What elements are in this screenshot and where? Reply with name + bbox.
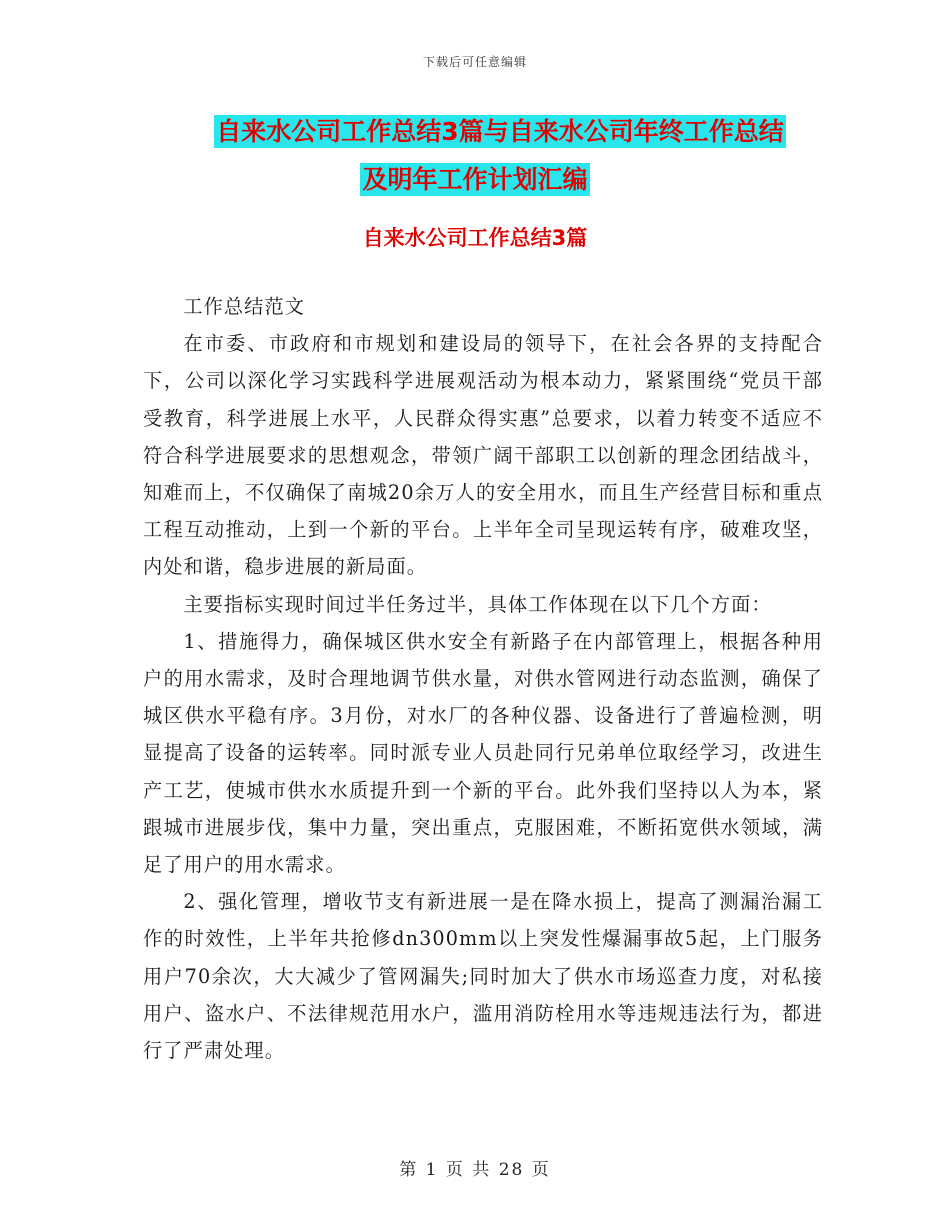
document-title [0, 108, 950, 204]
document-title-line-2: 及明年工作计划汇编 [362, 165, 588, 194]
paragraph: 2、强化管理，增收节支有新进展一是在降水损上，提高了测漏治漏工作的时效性，上半年共抢修dn300mm以上突发性爆漏事故5起，上门服务用户70余次，大大减少了管网漏失;同时加大了供水市场巡查力度，对私接用户、盗水户、不法律规范用水户，滥用消防栓用水等违规违法行为，都进行了严肃处理。 [143, 890, 823, 1063]
paragraph: 主要指标实现时间过半任务过半，具体工作体现在以下几个方面： [183, 592, 772, 616]
section-title: 自来水公司工作总结3篇 [362, 226, 588, 250]
header-note: 下载后可任意编辑 [422, 55, 527, 69]
body-text [143, 288, 823, 1069]
page-number: 第 1 页 共 28 页 [399, 1160, 551, 1180]
paragraph: 1、措施得力，确保城区供水安全有新路子在内部管理上，根据各种用户的用水需求，及时合理地调节供水量，对供水管网进行动态监测，确保了城区供水平稳有序。3月份，对水厂的各种仪器、设备进行了普遍检测，明显提高了设备的运转率。同时派专业人员赴同行兄弟单位取经学习，改进生产工艺，使城市供水水质提升到一个新的平台。此外我们坚持以人为本，紧跟城市进展步伐，集中力量，突出重点，克服困难，不断拓宽供水领域，满足了用户的用水需求。 [143, 629, 823, 877]
paragraph: 工作总结范文 [183, 295, 306, 318]
paragraph: 在市委、市政府和市规划和建设局的领导下，在社会各界的支持配合下，公司以深化学习实践科学进展观活动为根本动力，紧紧围绕“党员干部受教育，科学进展上水平，人民群众得实惠”总要求，以着力转变不适应不符合科学进展要求的思想观念，带领广阔干部职工以创新的理念团结战斗，知难而上，不仅确保了南城20余万人的安全用水，而且生产经营目标和重点工程互动推动，上到一个新的平台。上半年全司呈现运转有序，破难攻坚，内处和谐，稳步进展的新局面。 [143, 332, 823, 579]
document-title-line-1: 自来水公司工作总结3篇与自来水公司年终工作总结 [216, 117, 784, 146]
